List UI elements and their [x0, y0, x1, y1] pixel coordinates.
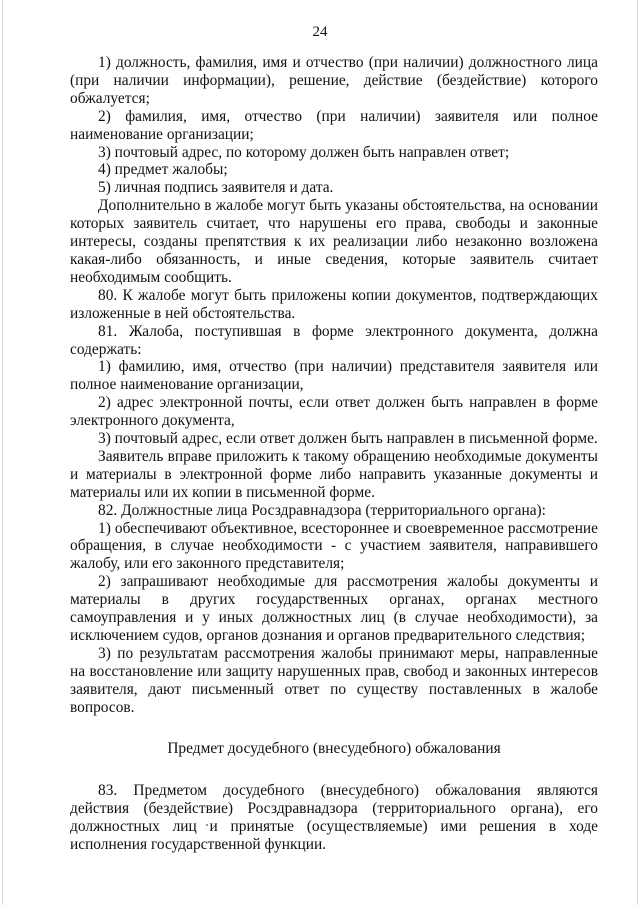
- paragraph: 1) фамилию, имя, отчество (при наличии) представителя заявителя или полное наименование организации,: [70, 358, 598, 394]
- paragraph: Заявитель вправе приложить к такому обращению необходимые документы и материалы в электронной форме либо направить указанные документы и материалы или их копии в письменной форме.: [70, 447, 598, 501]
- scan-edge-left: [2, 0, 3, 905]
- paragraph: 82. Должностные лица Росздравнадзора (территориального органа):: [98, 501, 546, 519]
- paragraph: 4) предмет жалобы;: [98, 161, 228, 179]
- paragraph: 3) почтовый адрес, если ответ должен быть направлен в письменной форме.: [98, 430, 598, 448]
- paragraph: 3) по результатам рассмотрения жалобы принимают меры, направленные на восстановление или защиту нарушенных прав, свобод и законных интересов заявителя, дают письменный ответ по существу поставленных в жалобе вопросов.: [70, 644, 598, 716]
- paragraph: 2) запрашивают необходимые для рассмотрения жалобы документы и материалы в других государственных органах, органах местного самоуправления и у иных должностных лиц (в случае необходимости), за исключением судов, органов дознания и органов предварительного следствия;: [70, 573, 598, 644]
- document-body: [70, 54, 598, 854]
- paragraph: 81. Жалоба, поступившая в форме электронного документа, должна содержать:: [70, 322, 598, 358]
- section-heading: Предмет досудебного (внесудебного) обжалования: [167, 739, 501, 757]
- paragraph: 2) фамилия, имя, отчество (при наличии) заявителя или полное наименование организации;: [70, 107, 598, 143]
- page-number: 24: [312, 24, 328, 40]
- paragraph: 5) личная подпись заявителя и дата.: [98, 179, 334, 197]
- paragraph: 2) адрес электронной почты, если ответ должен быть направлен в форме электронного документа,: [70, 394, 598, 430]
- paragraph: 83. Предметом досудебного (внесудебного) обжалования являются действия (бездействие) Росздравнадзора (территориального органа), его должностных лиц и принятые (осуществляемые) ими решения в ходе исполнения государственной функции.: [70, 782, 598, 854]
- paragraph: 3) почтовый адрес, по которому должен быть направлен ответ;: [98, 143, 510, 161]
- paragraph: 80. К жалобе могут быть приложены копии документов, подтверждающих изложенные в ней обстоятельства.: [70, 286, 598, 322]
- scan-edge-right: [637, 0, 638, 905]
- paragraph: 1) обеспечивают объективное, всестороннее и своевременное рассмотрение обращения, в случае необходимости - с участием заявителя, направившего жалобу, или его законного представителя;: [70, 519, 598, 573]
- paragraph: 1) должность, фамилия, имя и отчество (при наличии) должностного лица (при наличии информации), решение, действие (бездействие) которого обжалуется;: [70, 54, 598, 107]
- paragraph: Дополнительно в жалобе могут быть указаны обстоятельства, на основании которых заявитель считает, что нарушены его права, свободы и законные интересы, созданы препятствия к их реализации либо незаконно возложена какая-либо обязанность, и иные сведения, которые заявитель считает необходимым сообщить.: [70, 197, 598, 286]
